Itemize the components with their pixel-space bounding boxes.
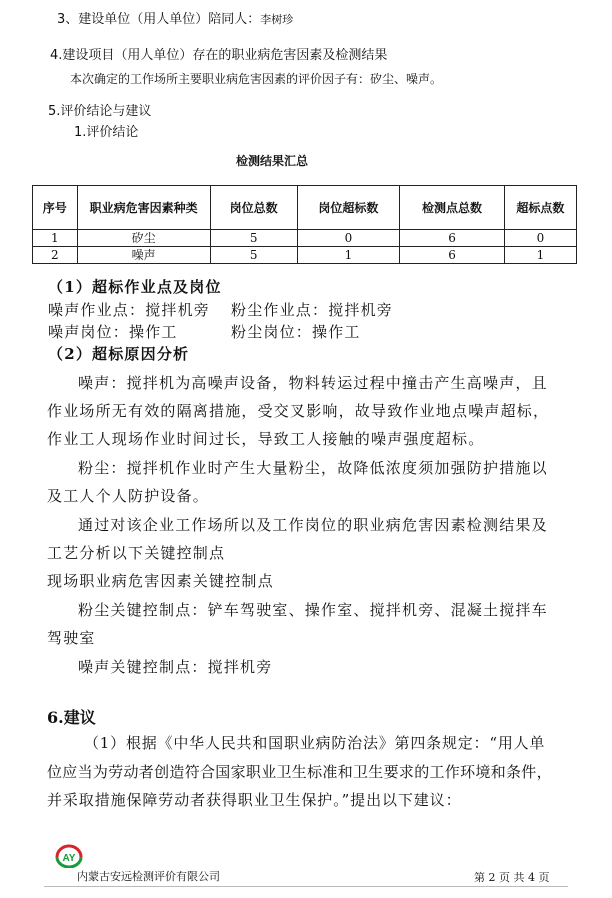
- companion-line: [57, 8, 293, 27]
- col-header: 序号: [33, 186, 78, 230]
- table-cell: 0: [504, 230, 576, 247]
- heading-suggestions: 6.建议: [47, 708, 96, 727]
- heading-exceed-reasons: （2）超标原因分析: [48, 345, 190, 363]
- table-cell: 1: [297, 247, 400, 264]
- table-cell: 1: [504, 247, 576, 264]
- table-row: [33, 230, 577, 247]
- table-cell: 5: [210, 247, 297, 264]
- paragraph-line: 粉尘关键控制点：铲车驾驶室、操作室、搅拌机旁、混凝土搅拌车: [78, 601, 548, 619]
- table-cell: 6: [400, 230, 505, 247]
- col-header: 超标点数: [504, 186, 576, 230]
- paragraph-line: 作业工人现场作业时间过长，导致工人接触的噪声强度超标。: [47, 430, 485, 448]
- svg-text:AY: AY: [62, 853, 76, 864]
- footer-divider: [44, 886, 568, 887]
- dust-post: 粉尘岗位：操作工: [231, 323, 361, 341]
- paragraph-line: 作业场所无有效的隔离措施，受交叉影响，故导致作业地点噪声超标，: [47, 402, 550, 420]
- logo-mark: [54, 840, 84, 868]
- noise-post: 噪声岗位：操作工: [48, 323, 178, 341]
- dust-work-point: 粉尘作业点：搅拌机旁: [231, 301, 394, 319]
- section5-subtitle: 1.评价结论: [74, 125, 139, 140]
- paragraph-line: 并采取措施保障劳动者获得职业卫生保护。”提出以下建议：: [47, 791, 462, 809]
- section4-title: 4.建设项目（用人单位）存在的职业病危害因素及检测结果: [50, 48, 388, 63]
- table-row: [33, 247, 577, 264]
- noise-work-point: 噪声作业点：搅拌机旁: [48, 301, 211, 319]
- footer-page-number: 第 2 页 共 4 页: [474, 871, 550, 884]
- table-cell: 0: [297, 230, 400, 247]
- paragraph-line: 通过对该企业工作场所以及工作岗位的职业病危害因素检测结果及: [78, 516, 548, 534]
- results-table: [32, 185, 577, 264]
- col-header: 职业病危害因素种类: [77, 186, 210, 230]
- col-header: 岗位总数: [210, 186, 297, 230]
- footer-company: 内蒙古安远检测评价有限公司: [77, 870, 220, 883]
- paragraph-line: 噪声关键控制点：搅拌机旁: [78, 658, 273, 676]
- paragraph-line: 位应当为劳动者创造符合国家职业卫生标准和卫生要求的工作环境和条件，: [47, 763, 552, 781]
- table-cell: 1: [33, 230, 78, 247]
- col-header: 检测点总数: [400, 186, 505, 230]
- table-header-row: [33, 186, 577, 230]
- table-cell: 6: [400, 247, 505, 264]
- table-cell: 5: [210, 230, 297, 247]
- paragraph-line: 驾驶室: [47, 629, 96, 647]
- section4-text: 本次确定的工作场所主要职业病危害因素的评价因子有：矽尘、噪声。: [70, 72, 443, 86]
- table-cell: 2: [33, 247, 78, 264]
- table-caption: 检测结果汇总: [236, 154, 309, 168]
- paragraph-line: 噪声：搅拌机为高噪声设备，物料转运过程中撞击产生高噪声，且: [78, 374, 548, 392]
- col-header: 岗位超标数: [297, 186, 400, 230]
- paragraph-line: 及工人个人防护设备。: [47, 487, 210, 505]
- table-cell: 噪声: [77, 247, 210, 264]
- paragraph-line: 粉尘：搅拌机作业时产生大量粉尘，故降低浓度须加强防护措施以: [78, 459, 548, 477]
- table-cell: 矽尘: [77, 230, 210, 247]
- heading-exceed-points: （1）超标作业点及岗位: [48, 278, 222, 296]
- paragraph-line: 工艺分析以下关键控制点: [47, 544, 226, 562]
- companion-label: 3、建设单位（用人单位）陪同人：: [57, 12, 261, 27]
- company-logo: [54, 840, 84, 868]
- paragraph-line: 现场职业病危害因素关键控制点: [47, 572, 274, 590]
- paragraph-line: （1）根据《中华人民共和国职业病防治法》第四条规定：“用人单: [84, 734, 546, 752]
- section5-title: 5.评价结论与建议: [48, 104, 152, 119]
- companion-name: 李树珍: [260, 13, 294, 26]
